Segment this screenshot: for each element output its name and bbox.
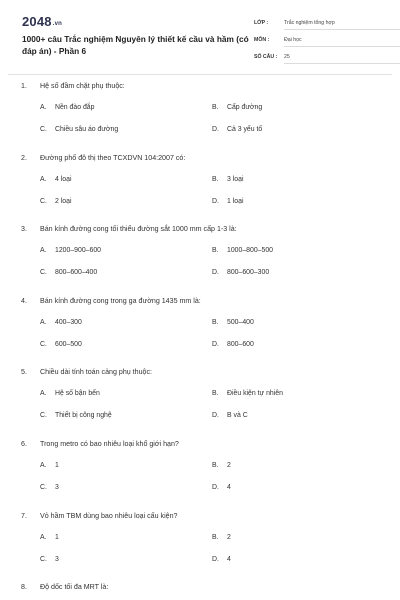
- question-item: [0, 152, 400, 224]
- option-letter: C.: [40, 483, 47, 491]
- option-letter: D.: [212, 483, 219, 491]
- option-text: 400–300: [55, 318, 82, 326]
- answer-option[interactable]: [212, 176, 243, 183]
- answer-option[interactable]: [212, 462, 231, 469]
- question-item: [0, 223, 400, 295]
- option-text: 3: [55, 555, 59, 563]
- option-text: 800–600: [227, 340, 254, 348]
- question-item: [0, 438, 400, 510]
- option-text: 4: [227, 555, 231, 563]
- option-text: 600–500: [55, 340, 82, 348]
- option-text: Cấp đường: [227, 104, 263, 111]
- answer-option[interactable]: [212, 247, 273, 254]
- option-letter: A.: [40, 247, 47, 255]
- answer-option[interactable]: [212, 198, 243, 205]
- option-letter: C.: [40, 126, 47, 133]
- option-text: Nền đào đắp: [55, 104, 95, 111]
- meta-value: Trắc nghiệm tổng hợp: [284, 20, 400, 30]
- logo-text: 2048: [22, 14, 52, 29]
- answer-option[interactable]: [40, 534, 59, 541]
- question-number: 4.: [21, 296, 27, 305]
- answer-option[interactable]: [40, 126, 118, 133]
- answer-option[interactable]: [212, 534, 231, 541]
- option-letter: B.: [212, 461, 219, 469]
- option-letter: C.: [40, 340, 47, 348]
- answer-option[interactable]: [40, 556, 59, 563]
- meta-key: LỚP :: [254, 20, 269, 26]
- question-number: 3.: [21, 225, 27, 234]
- option-text: 3: [55, 483, 59, 491]
- question-item: [0, 510, 400, 582]
- answer-option[interactable]: [40, 176, 71, 183]
- option-letter: C.: [40, 197, 47, 205]
- question-item: [0, 295, 400, 367]
- option-letter: A.: [40, 318, 47, 326]
- option-letter: A.: [40, 175, 47, 183]
- option-text: 800–600–300: [227, 269, 270, 277]
- question-number: 5.: [21, 368, 27, 377]
- question-item: [0, 366, 400, 438]
- option-text: 4: [227, 483, 231, 491]
- answer-option[interactable]: [40, 104, 94, 111]
- option-letter: D.: [212, 555, 219, 563]
- option-letter: C.: [40, 269, 47, 277]
- answer-option[interactable]: [40, 412, 112, 419]
- answer-option[interactable]: [40, 269, 97, 276]
- option-letter: D.: [212, 269, 219, 277]
- answer-option[interactable]: [40, 390, 100, 397]
- option-letter: B.: [212, 533, 219, 541]
- answer-option[interactable]: [40, 198, 71, 205]
- answer-option[interactable]: [212, 412, 248, 419]
- page-header: [22, 14, 382, 70]
- question-text: Hệ số đầm chặt phụ thuộc:: [40, 82, 125, 90]
- meta-row-subject: [254, 33, 400, 50]
- meta-value: 25: [284, 54, 400, 64]
- meta-row-class: [254, 16, 400, 33]
- answer-option[interactable]: [40, 462, 59, 469]
- option-text: 1 loại: [227, 197, 244, 205]
- option-letter: C.: [40, 412, 47, 420]
- option-letter: C.: [40, 555, 47, 563]
- question-number: 7.: [21, 511, 27, 520]
- question-text: Độ dốc tối đa MRT là:: [40, 583, 109, 592]
- answer-option[interactable]: [212, 556, 231, 563]
- logo-suffix: .vn: [52, 21, 63, 27]
- option-text: 3 loại: [227, 175, 244, 183]
- quiz-meta: [254, 16, 400, 67]
- option-letter: A.: [40, 390, 47, 398]
- option-letter: D.: [212, 197, 219, 205]
- option-text: B và C: [227, 412, 248, 420]
- option-letter: B.: [212, 104, 219, 111]
- question-text: Bán kính đường cong tối thiểu đường sắt 1000 mm cấp 1-3 là:: [40, 225, 237, 234]
- question-number: 2.: [21, 153, 27, 162]
- question-text: Bán kính đường cong trong ga đường 1435 mm là:: [40, 296, 201, 305]
- option-letter: B.: [212, 175, 219, 183]
- question-number: 8.: [21, 583, 27, 592]
- option-letter: D.: [212, 340, 219, 348]
- option-text: 1: [55, 533, 59, 541]
- option-letter: D.: [212, 412, 219, 420]
- option-text: Thiết bị công nghệ: [55, 412, 112, 420]
- meta-key: SỐ CÂU :: [254, 54, 278, 60]
- answer-option[interactable]: [40, 319, 82, 326]
- option-letter: B.: [212, 318, 219, 326]
- option-letter: A.: [40, 533, 47, 541]
- answer-option[interactable]: [212, 104, 262, 111]
- answer-option[interactable]: [212, 126, 262, 133]
- answer-option[interactable]: [212, 319, 254, 326]
- meta-value: Đại học: [284, 37, 400, 47]
- answer-option[interactable]: [212, 484, 231, 491]
- question-text: Đường phố đô thị theo TCXDVN 104:2007 có:: [40, 153, 186, 162]
- site-logo[interactable]: [22, 14, 62, 29]
- option-letter: B.: [212, 247, 219, 255]
- option-text: 1200–900–600: [55, 247, 101, 255]
- question-text: Trong metro có bao nhiêu loại khổ giới hạn?: [40, 439, 179, 448]
- page-title: 1000+ câu Trắc nghiệm Nguyên lý thiết kế cầu và hầm (có đáp án) - Phần 6: [22, 34, 249, 56]
- option-text: 4 loại: [55, 175, 72, 183]
- option-letter: A.: [40, 461, 47, 469]
- answer-option[interactable]: [40, 341, 82, 348]
- answer-option[interactable]: [212, 269, 269, 276]
- option-text: 2 loại: [55, 197, 72, 205]
- option-letter: A.: [40, 104, 47, 111]
- answer-option[interactable]: [212, 390, 283, 397]
- answer-option[interactable]: [212, 341, 254, 348]
- question-number: 1.: [21, 82, 27, 90]
- option-text: Cả 3 yếu tố: [227, 126, 263, 133]
- question-item: [0, 581, 400, 600]
- option-text: 500–400: [227, 318, 254, 326]
- question-number: 6.: [21, 439, 27, 448]
- option-text: Hệ số bận bến: [55, 390, 100, 398]
- option-text: Điều kiện tự nhiên: [227, 390, 283, 398]
- option-letter: B.: [212, 390, 219, 398]
- option-text: 1000–800–500: [227, 247, 273, 255]
- answer-option[interactable]: [40, 484, 59, 491]
- option-text: 1: [55, 461, 59, 469]
- option-text: 2: [227, 533, 231, 541]
- meta-key: MÔN :: [254, 37, 270, 43]
- option-text: 800–600–400: [55, 269, 98, 277]
- question-list: [0, 80, 400, 600]
- question-item: [0, 80, 400, 152]
- option-text: 2: [227, 461, 231, 469]
- question-text: Chiều dài tính toán cảng phụ thuộc:: [40, 368, 153, 377]
- header-divider: [8, 74, 392, 75]
- option-letter: D.: [212, 126, 219, 133]
- meta-row-count: [254, 50, 400, 67]
- option-text: Chiều sâu áo đường: [55, 126, 119, 133]
- question-text: Vỏ hầm TBM dùng bao nhiêu loại cấu kiện?: [40, 511, 178, 520]
- answer-option[interactable]: [40, 247, 101, 254]
